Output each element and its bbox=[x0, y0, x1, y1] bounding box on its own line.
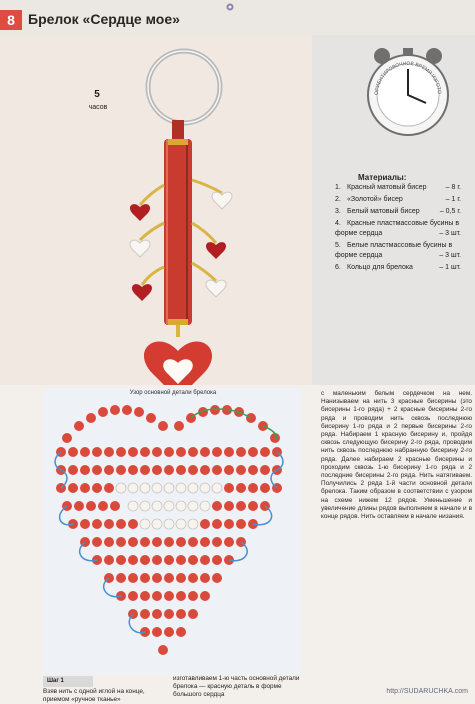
materials-item-text: Красные пластмассовые бусины в форме сердца bbox=[335, 220, 460, 237]
watermark-text: http://SUDARUCHKA.com bbox=[386, 688, 468, 695]
materials-item-number: 6. bbox=[335, 264, 341, 271]
materials-item-number: 4. bbox=[335, 220, 341, 227]
materials-item-number: 1. bbox=[335, 184, 341, 191]
ring-connector bbox=[172, 120, 184, 140]
heart-charm-red bbox=[130, 204, 150, 221]
materials-item-number: 2. bbox=[335, 196, 341, 203]
materials-item-text: «Золотой» бисер bbox=[347, 196, 403, 203]
bead-heart-diagram bbox=[43, 388, 301, 674]
diagram-caption: Узор основной детали брелока bbox=[129, 390, 217, 396]
step-text: Взяв нить с одной иглой на конце, приемом «ручное тканье» bbox=[43, 688, 145, 704]
keychain-illustration bbox=[0, 35, 312, 385]
instruction-text: с маленьким белым сердечком на нем. Нанизываем на нить 3 красные бисерины (это бисерины 1-го ряда) + 2 красные бисерины 2-го ряда и проводим нить сквозь последнюю бисерину 1-го ряда и 2 первые бисерины 2-го ряда. Набираем 1 красную бисерину и, пройдя сквозь следующую бисерину 2-го ряда, проводим нить сквозь последнюю набранную бисерину 2-го ряда. Далее набираем 2 красные бисерины и проходим сквозь 1-ю бисерину 1-го ряда и 2 последние бисерины 2-го ряда. Нить натягиваем. Получились 2 ряда 1-й части основной детали брелока. Таким образом в соответствии с узором на схеме нижем 12 рядов. Уменьшение и увеличение длины рядов выполняем в начале и в конце рядов. Нить оставляем в начале низания. bbox=[321, 390, 472, 521]
heart-charm-white bbox=[212, 192, 232, 209]
page-number: 8 bbox=[0, 10, 22, 30]
watermark bbox=[258, 685, 468, 699]
materials-item-amount: – 1 г. bbox=[445, 196, 461, 203]
clock-icon bbox=[364, 45, 452, 141]
materials-title: Материалы: bbox=[358, 173, 407, 182]
materials-item-amount: – 1 шт. bbox=[439, 264, 461, 271]
materials-item bbox=[335, 195, 461, 205]
clock-ring-text: ОРИЕНТИРОВОЧНОЕ ВРЕМЯ ИЗГОТО bbox=[373, 60, 443, 96]
materials-item-number: 3. bbox=[335, 208, 341, 215]
keychain-photo bbox=[0, 35, 312, 385]
page-title: Брелок «Сердце мое» bbox=[28, 11, 180, 27]
step-text-continuation: изготавливаем 1-ю часть основной детали брелока — красную деталь в форме большого сердца bbox=[173, 675, 300, 699]
materials-item-amount: – 0,5 г. bbox=[439, 208, 461, 215]
materials-item-text: Красный матовый бисер bbox=[347, 184, 427, 191]
clock-hours: 5 bbox=[94, 89, 100, 100]
bead-grid bbox=[56, 405, 282, 655]
materials-item-number: 5. bbox=[335, 242, 341, 249]
watermark-flower-icon bbox=[226, 3, 234, 11]
materials-item-text: Белый матовый бисер bbox=[347, 208, 420, 215]
clock-unit: часов bbox=[88, 104, 108, 111]
materials-item-amount: – 3 шт. bbox=[439, 230, 461, 237]
pattern-diagram bbox=[43, 388, 301, 674]
materials-list bbox=[335, 183, 461, 275]
materials-item bbox=[335, 219, 461, 239]
step-label: Шаг 1 bbox=[43, 676, 93, 687]
materials-item-amount: – 3 шт. bbox=[439, 252, 461, 259]
materials-item bbox=[335, 183, 461, 193]
materials-item bbox=[335, 207, 461, 217]
materials-item bbox=[335, 241, 461, 261]
materials-item bbox=[335, 263, 461, 273]
materials-item-amount: – 8 г. bbox=[445, 184, 461, 191]
materials-item-text: Кольцо для брелока bbox=[347, 264, 413, 271]
materials-item-text: Белые пластмассовые бусины в форме сердца bbox=[335, 242, 453, 259]
